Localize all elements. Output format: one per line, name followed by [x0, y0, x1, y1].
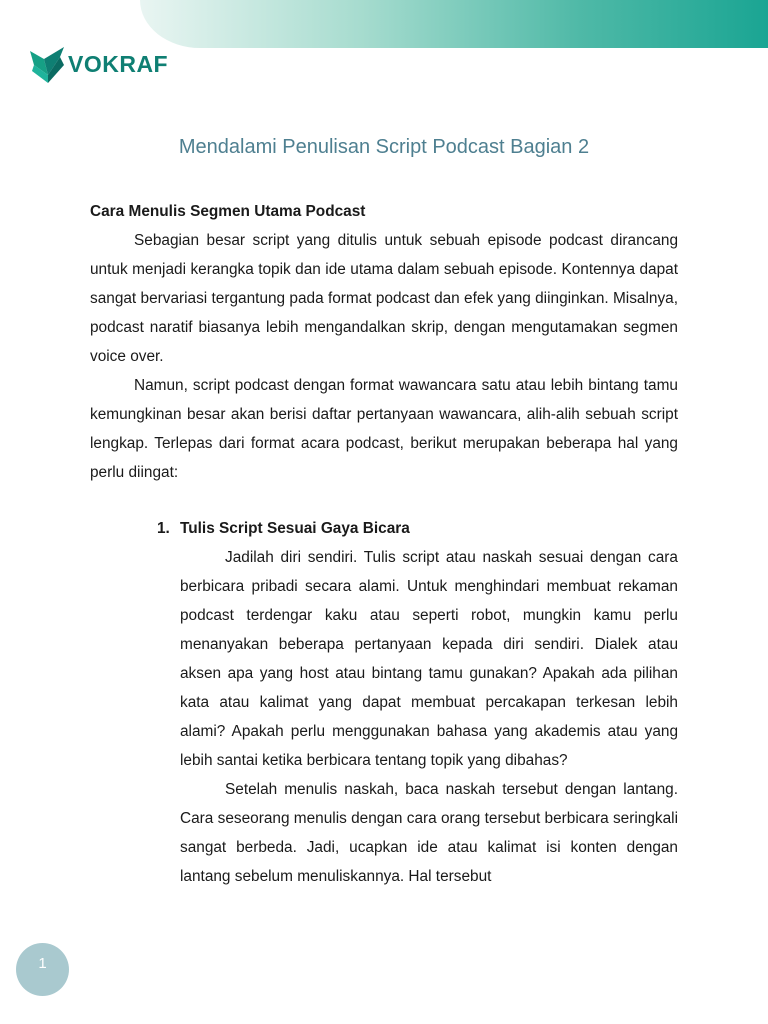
document-body	[90, 197, 678, 487]
numbered-list	[157, 514, 678, 891]
header-banner	[140, 0, 768, 48]
paragraph: Namun, script podcast dengan format wawancara satu atau lebih bintang tamu kemungkinan besar akan berisi daftar pertanyaan wawancara, alih-alih sebuah script lengkap. Terlepas dari format acara podcast, berikut merupakan beberapa hal yang perlu diingat:	[90, 377, 678, 481]
page-number-badge: 1	[16, 943, 69, 996]
list-item-title: Tulis Script Sesuai Gaya Bicara	[180, 520, 410, 537]
paragraph: Sebagian besar script yang ditulis untuk sebuah episode podcast dirancang untuk menjadi kerangka topik dan ide utama dalam sebuah episode. Kontennya dapat sangat bervariasi tergantung pada format podcast dan efek yang diinginkan. Misalnya, podcast naratif biasanya lebih mengandalkan skrip, dengan mengutamakan segmen voice over.	[90, 232, 678, 365]
vokraf-check-icon	[30, 45, 66, 83]
document-title: Mendalami Penulisan Script Podcast Bagian 2	[178, 136, 590, 158]
list-item	[157, 514, 678, 891]
paragraph: Setelah menulis naskah, baca naskah tersebut dengan lantang. Cara seseorang menulis dengan cara orang tersebut berbicara seringkali sangat berbeda. Jadi, ucapkan ide atau kalimat isi konten dengan lantang sebelum menuliskannya. Hal tersebut	[180, 781, 678, 885]
list-item-body	[180, 543, 678, 891]
section-heading: Cara Menulis Segmen Utama Podcast	[90, 203, 366, 220]
list-item-number: 1.	[157, 520, 170, 537]
list-item-heading	[157, 514, 678, 543]
vokraf-logo	[30, 44, 168, 84]
logo-text: VOKRAF	[68, 50, 169, 77]
paragraph: Jadilah diri sendiri. Tulis script atau naskah sesuai dengan cara berbicara pribadi secara alami. Untuk menghindari membuat rekaman podcast terdengar kaku atau seperti robot, mungkin kamu perlu menanyakan beberapa pertanyaan kepada diri sendiri. Dialek atau aksen apa yang host atau bintang tamu gunakan? Apakah ada pilihan kata atau kalimat yang dapat membuat percakapan terkesan lebih alami? Apakah perlu menggunakan bahasa yang akademis atau yang lebih santai ketika berbicara tentang topik yang dibahas?	[180, 549, 678, 769]
